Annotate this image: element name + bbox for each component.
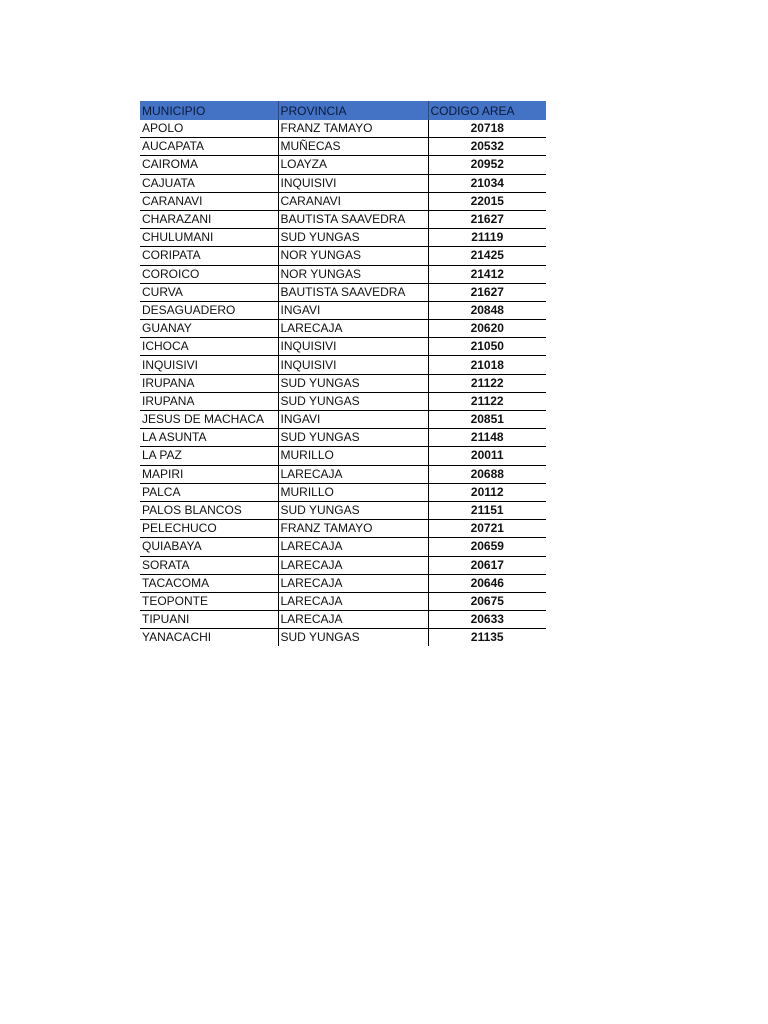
cell-municipio: COROICO (140, 265, 278, 283)
cell-municipio: YANACACHI (142, 630, 212, 645)
cell-codigo-area: 20620 (428, 320, 546, 338)
cell-municipio: PALOS BLANCOS (140, 501, 278, 519)
cell-provincia: INQUISIVI (278, 174, 428, 192)
cell-provincia: INQUISIVI (278, 356, 428, 374)
table-row (140, 356, 546, 374)
cell-municipio: JESUS DE MACHACA (140, 411, 278, 429)
cell-municipio: SORATA (140, 556, 278, 574)
table-row (140, 374, 546, 392)
table-row (140, 556, 546, 574)
cell-provincia: MUÑECAS (278, 138, 428, 156)
cell-municipio: AUCAPATA (140, 138, 278, 156)
cell-codigo-area: 20952 (428, 156, 546, 174)
cell-municipio: MAPIRI (140, 465, 278, 483)
cell-codigo-area: 20688 (428, 465, 546, 483)
table-row (140, 247, 546, 265)
cell-provincia: FRANZ TAMAYO (278, 520, 428, 538)
cell-provincia: SUD YUNGAS (278, 629, 428, 647)
table-row (140, 538, 546, 556)
header-codigo-area: CODIGO AREA (428, 101, 546, 120)
table-row (140, 447, 546, 465)
cell-codigo-area: 20633 (428, 611, 546, 629)
table-row (140, 210, 546, 228)
cell-municipio: DESAGUADERO (140, 301, 278, 319)
table-row (140, 611, 546, 629)
cell-provincia: SUD YUNGAS (278, 374, 428, 392)
cell-codigo-area: 22015 (428, 192, 546, 210)
cell-codigo-area: 20532 (428, 138, 546, 156)
cell-municipio: CURVA (140, 283, 278, 301)
cell-codigo-area: 21122 (428, 392, 546, 410)
cell-codigo-area: 21425 (428, 247, 546, 265)
table-row (140, 429, 546, 447)
cell-provincia: MURILLO (278, 483, 428, 501)
cell-municipio: PELECHUCO (140, 520, 278, 538)
cell-codigo-area: 20848 (428, 301, 546, 319)
header-provincia: PROVINCIA (278, 101, 428, 120)
cell-codigo-area: 21627 (428, 210, 546, 228)
table-row (140, 192, 546, 210)
cell-provincia: LARECAJA (278, 556, 428, 574)
cell-municipio: ICHOCA (140, 338, 278, 356)
table-row (140, 338, 546, 356)
cell-provincia: FRANZ TAMAYO (278, 120, 428, 138)
cell-municipio: TEOPONTE (140, 592, 278, 610)
table-row (140, 483, 546, 501)
cell-municipio: GUANAY (140, 320, 278, 338)
cell-provincia: NOR YUNGAS (278, 247, 428, 265)
cell-codigo-area: 21050 (428, 338, 546, 356)
table-row (140, 320, 546, 338)
cell-provincia: CARANAVI (278, 192, 428, 210)
cell-codigo-area: 20675 (428, 592, 546, 610)
cell-provincia: LARECAJA (278, 592, 428, 610)
table-row (140, 465, 546, 483)
table-row (140, 411, 546, 429)
cell-provincia: LOAYZA (278, 156, 428, 174)
cell-codigo-area: 21018 (428, 356, 546, 374)
cell-municipio: CARANAVI (140, 192, 278, 210)
cell-municipio: LA ASUNTA (140, 429, 278, 447)
cell-provincia: BAUTISTA SAAVEDRA (278, 283, 428, 301)
table-row (140, 501, 546, 519)
cell-municipio: CAJUATA (140, 174, 278, 192)
cell-codigo-area: 21148 (428, 429, 546, 447)
cell-codigo-area: 21627 (428, 283, 546, 301)
table-row (140, 174, 546, 192)
cell-codigo-area: 20011 (428, 447, 546, 465)
table-body (140, 120, 546, 646)
cell-codigo-area: 20659 (428, 538, 546, 556)
cell-municipio: IRUPANA (140, 374, 278, 392)
header-municipio: MUNICIPIO (140, 101, 278, 120)
cell-codigo-area: 20721 (428, 520, 546, 538)
table-row (140, 120, 546, 138)
table-header-row (140, 101, 546, 120)
cell-provincia: LARECAJA (278, 611, 428, 629)
cell-codigo-area: 21412 (428, 265, 546, 283)
table-row (140, 592, 546, 610)
cell-provincia: SUD YUNGAS (278, 501, 428, 519)
table-row (140, 283, 546, 301)
cell-provincia: INQUISIVI (278, 338, 428, 356)
cell-municipio: CHARAZANI (140, 210, 278, 228)
cell-provincia: INGAVI (278, 301, 428, 319)
table-row (140, 392, 546, 410)
cell-provincia: SUD YUNGAS (278, 229, 428, 247)
table-row (140, 138, 546, 156)
cell-codigo-area: 20646 (428, 574, 546, 592)
cell-codigo-area: 20112 (428, 483, 546, 501)
cell-municipio: CORIPATA (140, 247, 278, 265)
cell-municipio: TIPUANI (140, 611, 278, 629)
cell-provincia: LARECAJA (278, 538, 428, 556)
cell-provincia: LARECAJA (278, 574, 428, 592)
table-row (140, 229, 546, 247)
cell-municipio: CHULUMANI (140, 229, 278, 247)
cell-municipio: CAIROMA (140, 156, 278, 174)
cell-municipio: QUIABAYA (140, 538, 278, 556)
cell-codigo-area: 21135 (428, 629, 546, 647)
table-row (140, 629, 546, 647)
table-row (140, 574, 546, 592)
cell-provincia: LARECAJA (278, 465, 428, 483)
cell-municipio: LA PAZ (140, 447, 278, 465)
cell-provincia: SUD YUNGAS (278, 429, 428, 447)
cell-provincia: LARECAJA (278, 320, 428, 338)
cell-municipio: APOLO (140, 120, 278, 138)
cell-municipio: INQUISIVI (140, 356, 278, 374)
cell-codigo-area: 21151 (428, 501, 546, 519)
table-row (140, 520, 546, 538)
cell-municipio: TACACOMA (140, 574, 278, 592)
cell-municipio: IRUPANA (140, 392, 278, 410)
cell-codigo-area: 21122 (428, 374, 546, 392)
cell-provincia: BAUTISTA SAAVEDRA (278, 210, 428, 228)
cell-provincia: NOR YUNGAS (278, 265, 428, 283)
cell-provincia: SUD YUNGAS (278, 392, 428, 410)
cell-provincia: INGAVI (278, 411, 428, 429)
table-row (140, 156, 546, 174)
municipality-table (140, 101, 546, 646)
cell-provincia: MURILLO (278, 447, 428, 465)
cell-codigo-area: 20617 (428, 556, 546, 574)
table-row (140, 265, 546, 283)
cell-municipio: PALCA (140, 483, 278, 501)
table-row (140, 301, 546, 319)
cell-codigo-area: 21034 (428, 174, 546, 192)
cell-codigo-area: 20851 (428, 411, 546, 429)
cell-codigo-area: 21119 (428, 229, 546, 247)
cell-codigo-area: 20718 (428, 120, 546, 138)
